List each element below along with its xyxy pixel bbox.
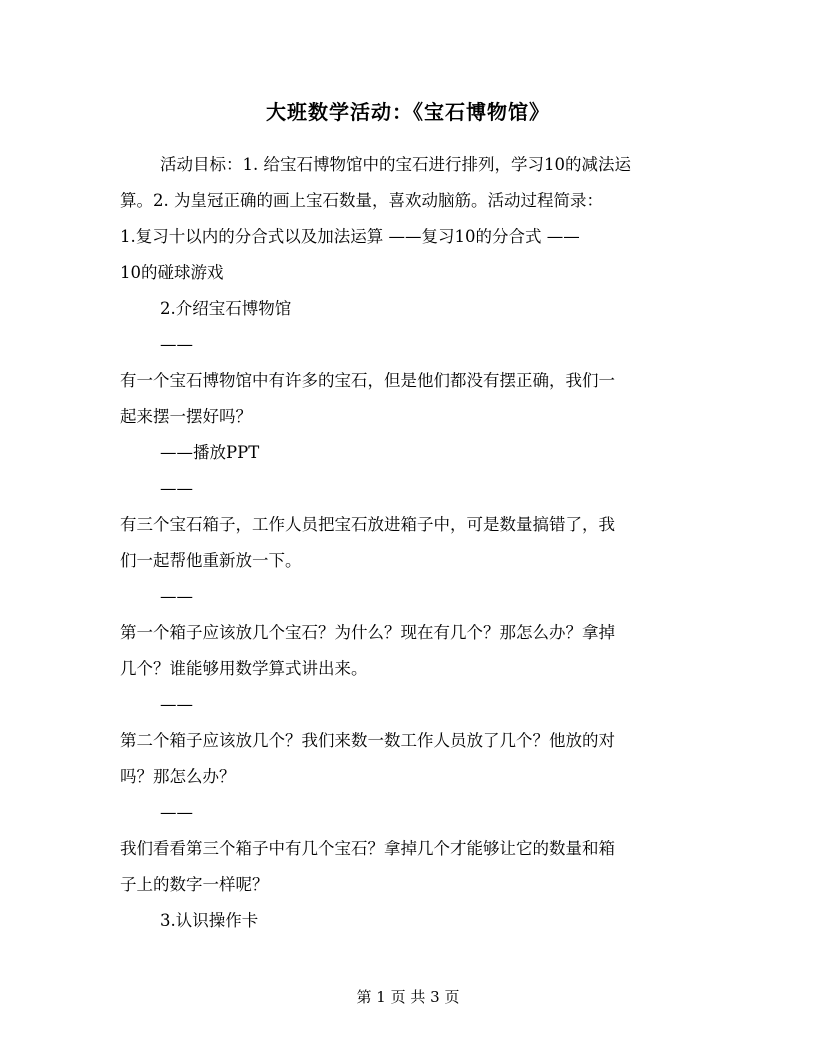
document-title: 大班数学活动：《宝石博物馆》 xyxy=(266,100,550,124)
text-line: 几个？谁能够用数学算式讲出来。 xyxy=(120,659,368,678)
text-line: —— xyxy=(160,587,193,606)
text-line: —— xyxy=(160,335,193,354)
document-body xyxy=(120,147,700,939)
text-line: 算。2. 为皇冠正确的画上宝石数量，喜欢动脑筋。活动过程简录： xyxy=(120,191,603,210)
text-line: 子上的数字一样呢？ xyxy=(120,875,269,894)
page-footer: 第 1 页 共 3 页 xyxy=(356,988,460,1006)
text-line: 第二个箱子应该放几个？我们来数一数工作人员放了几个？他放的对 xyxy=(120,731,615,750)
text-line: 1.复习十以内的分合式以及加法运算 ——复习10的分合式 —— xyxy=(120,227,580,246)
text-line: 有一个宝石博物馆中有许多的宝石，但是他们都没有摆正确，我们一 xyxy=(120,371,615,390)
text-line: 活动目标：1. 给宝石博物馆中的宝石进行排列，学习10的减法运 xyxy=(160,155,631,174)
text-line: 3.认识操作卡 xyxy=(160,911,259,930)
text-line: 们一起帮他重新放一下。 xyxy=(120,551,302,570)
text-line: —— xyxy=(160,695,193,714)
text-line: 有三个宝石箱子，工作人员把宝石放进箱子中，可是数量搞错了，我 xyxy=(120,515,615,534)
text-line: 我们看看第三个箱子中有几个宝石？拿掉几个才能够让它的数量和箱 xyxy=(120,839,615,858)
text-line: 2.介绍宝石博物馆 xyxy=(160,299,292,318)
text-line: 起来摆一摆好吗？ xyxy=(120,407,252,426)
text-line: ——播放PPT xyxy=(160,443,260,462)
text-line: —— xyxy=(160,479,193,498)
text-line: 10的碰球游戏 xyxy=(120,263,224,282)
text-line: 第一个箱子应该放几个宝石？为什么？现在有几个？那怎么办？拿掉 xyxy=(120,623,615,642)
text-line: 吗？那怎么办？ xyxy=(120,767,236,786)
text-line: —— xyxy=(160,803,193,822)
